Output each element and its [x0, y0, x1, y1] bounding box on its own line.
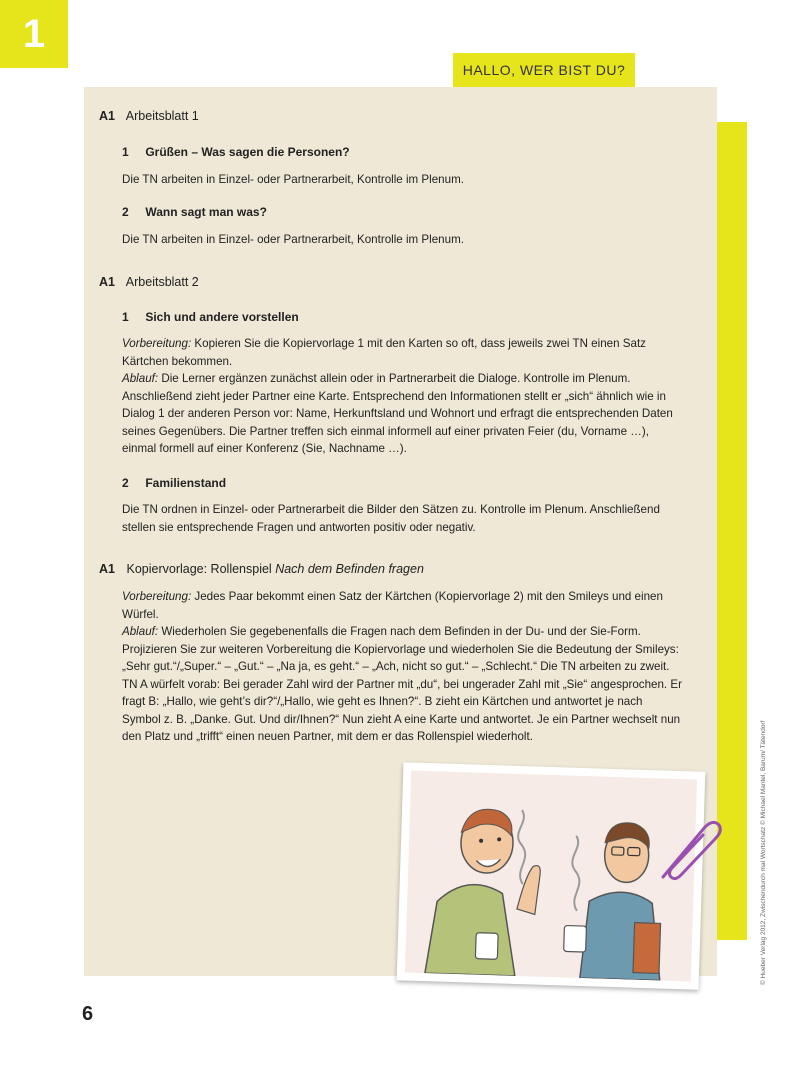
prep-text: Jedes Paar bekommt einen Satz der Kärtchen (Kopiervorlage 2) mit den Smileys und einen Würfel. — [122, 590, 663, 621]
paperclip-icon — [655, 815, 723, 885]
task-number: 2 — [122, 205, 129, 219]
task-title: Sich und andere vorstellen — [145, 310, 299, 324]
prep-label: Vorbereitung: — [122, 590, 192, 603]
task-text: Die TN ordnen in Einzel- oder Partnerarbeit die Bilder den Sätzen zu. Kontrolle im Plenum. Anschließend stellen sie entsprechende Fragen und antworten positiv oder negativ. — [122, 503, 660, 534]
flow-text: Die Lerner ergänzen zunächst allein oder in Partnerarbeit die Dialoge. Kontrolle im Plenum. Anschließend zieht jeder Partner eine Karte. Entsprechend den Informationen stellt er „sich“ ähnlich wie in Dialog 1 der anderen Person vor: Name, Herkunftsland und Wohnort und erfragt die entsprechenden Daten seines Gegenübers. Die Partner treffen sich einmal informell auf einer privaten Feier (du, Vorname …), einmal formell auf einer Konferenz (Sie, Nachname …). — [122, 372, 673, 455]
task-number: 1 — [122, 145, 129, 159]
prep-text: Kopieren Sie die Kopiervorlage 1 mit den Karten so oft, dass jeweils zwei TN einen Satz Kärtchen bekommen. — [122, 337, 646, 368]
section-title: Arbeitsblatt 1 — [125, 109, 199, 123]
copyright-credit: © Hueber Verlag 2012, Zwischendurch mal Wortschatz © Michael Mantel, Barum/ Tätendorf — [760, 720, 767, 985]
flow-label: Ablauf: — [122, 625, 159, 638]
section-title: Kopiervorlage: Rollenspiel — [126, 562, 276, 576]
section-heading — [99, 562, 424, 576]
task-title: Wann sagt man was? — [145, 205, 267, 219]
coffee-break-illustration — [405, 771, 697, 982]
chapter-title: HALLO, WER BIST DU? — [453, 53, 635, 87]
task-text: Die TN arbeiten in Einzel- oder Partnerarbeit, Kontrolle im Plenum. — [122, 173, 464, 186]
task-number: 2 — [122, 476, 129, 490]
page-number: 6 — [82, 1003, 94, 1025]
level-label: A1 — [99, 562, 115, 576]
task-text — [122, 588, 682, 746]
task-number: 1 — [122, 310, 129, 324]
task-title: Grüßen – Was sagen die Personen? — [145, 145, 350, 159]
task-text: Die TN arbeiten in Einzel- oder Partnerarbeit, Kontrolle im Plenum. — [122, 233, 464, 246]
task-text — [122, 335, 682, 458]
task-heading — [122, 145, 350, 159]
prep-label: Vorbereitung: — [122, 337, 192, 350]
level-label: A1 — [99, 275, 115, 289]
section-heading — [99, 109, 199, 123]
flow-label: Ablauf: — [122, 372, 159, 385]
section-title-italic: Nach dem Befinden fragen — [275, 562, 424, 576]
task-title: Familienstand — [145, 476, 227, 490]
level-label: A1 — [99, 109, 115, 123]
section-title: Arbeitsblatt 2 — [125, 275, 199, 289]
task-heading — [122, 310, 299, 324]
task-heading — [122, 476, 226, 490]
flow-text: Wiederholen Sie gegebenenfalls die Fragen nach dem Befinden in der Du- und der Sie-Form. Projizieren Sie zur weiteren Vorbereitung die Kopiervorlage und wiederholen Sie die Bedeutung der Smileys: „Sehr gut.“/„Super.“ – „Gut.“ – „Na ja, es geht.“ – „Ach, nicht so gut.“ – „Schlecht.“ Die TN arbeiten zu zweit. TN A würfelt vorab: Bei gerader Zahl wird der Partner mit „du“, bei ungerader Zahl mit „Sie“ angesprochen. Er fragt B: „Hallo, wie geht’s dir?“/„Hallo, wie geht es Ihnen?“. B zieht ein Kärtchen und antwortet je nach Symbol z. B. „Danke. Gut. Und dir/Ihnen?“ Nun zieht A eine Karte und antwortet. Je ein Partner wechselt nun den Platz und „trifft“ einen neuen Partner, mit dem er das Rollenspiel wiederholt. — [122, 625, 682, 743]
illustration-drawing — [405, 771, 697, 982]
chapter-number: 1 — [0, 0, 68, 68]
section-heading — [99, 275, 199, 289]
task-heading — [122, 205, 267, 219]
